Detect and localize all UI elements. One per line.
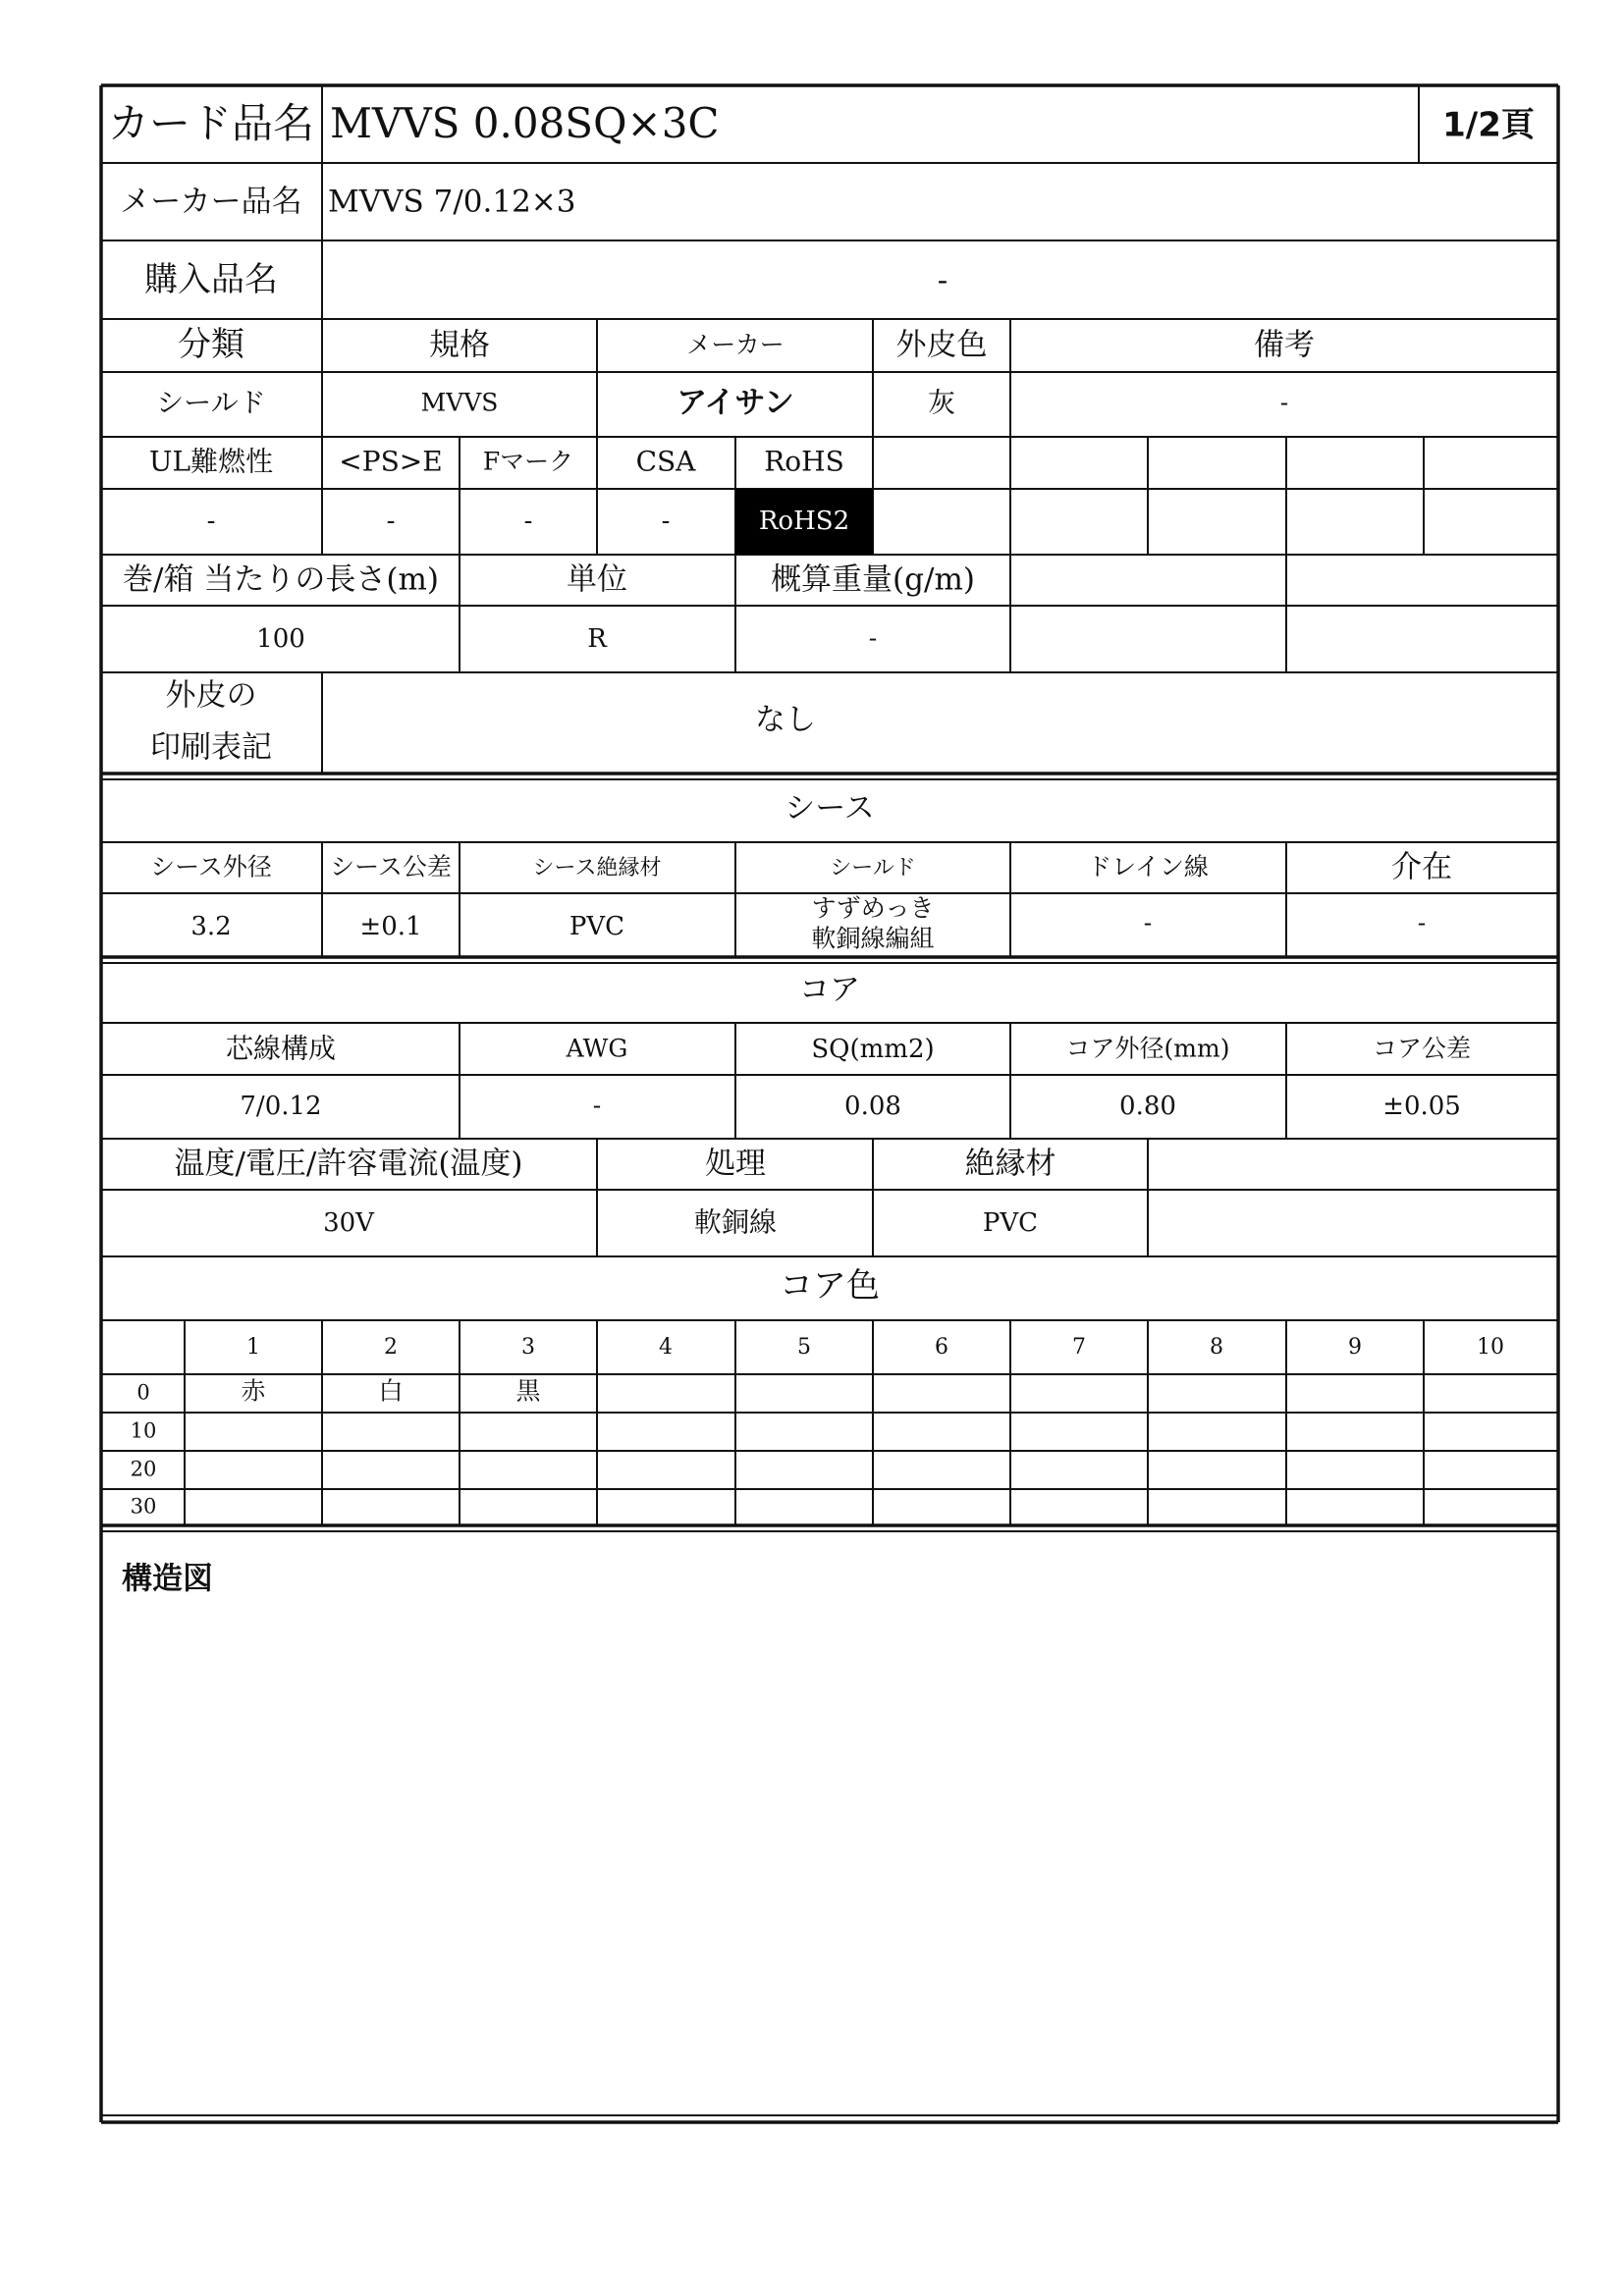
length-value: 100: [256, 624, 305, 654]
sheath-title: シース: [785, 790, 875, 827]
core-header-tolerance: コア公差: [1372, 1034, 1472, 1063]
weight-value: -: [868, 623, 878, 653]
core-color-cell-2: 白: [378, 1376, 404, 1406]
core-value-sq: 0.08: [844, 1092, 901, 1121]
sheath-header-drain: ドレイン線: [1087, 852, 1209, 881]
cert-value-pse: -: [386, 507, 396, 536]
core-color-cell-3: 黒: [515, 1376, 541, 1406]
sheath-header-od: シース外径: [150, 852, 272, 881]
sheath-value-filler: -: [1417, 908, 1427, 937]
card-name-value: MVVS 0.08SQ×3C: [330, 99, 720, 147]
class-value-maker: アイサン: [677, 385, 794, 421]
maker-name-value: MVVS 7/0.12×3: [328, 184, 576, 220]
class-header-maker: メーカー: [686, 330, 785, 359]
core-color-col-9: 9: [1348, 1335, 1362, 1360]
core-value-tolerance: ±0.05: [1382, 1092, 1461, 1121]
class-header-remarks: 備考: [1254, 327, 1315, 363]
sheath-value-insulation: PVC: [568, 912, 625, 941]
sheath-value-shield-line1: すずめっき: [811, 893, 935, 923]
core-value-insulation: PVC: [982, 1208, 1039, 1238]
cert-header-pse: <PS>E: [339, 445, 443, 478]
purchase-name-value: -: [937, 262, 948, 298]
core-header-treatment: 処理: [705, 1146, 766, 1182]
class-header-jacket-color: 外皮色: [895, 327, 988, 363]
sheath-value-od: 3.2: [190, 912, 232, 941]
core-color-col-2: 2: [384, 1335, 398, 1360]
core-color-row-10: 10: [130, 1418, 157, 1443]
print-value: なし: [755, 702, 816, 738]
sheath-header-insulation: シース絶縁材: [532, 856, 662, 881]
core-color-row-headers: [131, 1381, 157, 1519]
class-value-category: シールド: [156, 386, 266, 419]
core-color-col-6: 6: [935, 1335, 948, 1360]
core-color-col-10: 10: [1477, 1335, 1504, 1360]
structure-title: 構造図: [122, 1561, 213, 1597]
core-header-od: コア外径(mm): [1065, 1034, 1230, 1063]
class-value-standard: MVVS: [420, 388, 499, 417]
class-value-remarks: -: [1279, 388, 1289, 417]
weight-header: 概算重量(g/m): [771, 561, 975, 598]
core-color-row-20: 20: [130, 1457, 157, 1481]
print-label-line1: 外皮の: [165, 677, 257, 714]
sheath-value-shield-line2: 軟銅線編組: [811, 924, 935, 953]
cert-value-rohs: RoHS2: [758, 507, 850, 536]
core-color-col-7: 7: [1072, 1335, 1086, 1360]
core-header-construction: 芯線構成: [225, 1032, 337, 1065]
cert-header-fmark: Fマーク: [482, 447, 574, 476]
sheath-header-filler: 介在: [1391, 849, 1452, 885]
core-value-awg: -: [592, 1091, 602, 1120]
cert-value-fmark: -: [523, 507, 533, 536]
maker-name-label: メーカー品名: [120, 184, 302, 220]
cert-header-ul: UL難燃性: [148, 445, 274, 478]
sheath-header-tolerance: シース公差: [330, 852, 452, 881]
core-color-col-5: 5: [797, 1335, 811, 1360]
class-header-standard: 規格: [429, 327, 490, 363]
core-color-col-3: 3: [521, 1335, 535, 1360]
sheath-value-tolerance: ±0.1: [359, 912, 422, 941]
sheath-value-drain: -: [1143, 908, 1153, 937]
core-value-treatment: 軟銅線: [693, 1205, 778, 1239]
cert-value-ul: -: [206, 507, 216, 536]
core-color-col-1: 1: [246, 1335, 260, 1360]
print-label-line2: 印刷表記: [150, 729, 272, 766]
unit-value: R: [587, 624, 607, 654]
page-number: 1/2頁: [1442, 105, 1535, 145]
core-value-construction: 7/0.12: [240, 1092, 322, 1121]
core-color-col-4: 4: [659, 1335, 673, 1360]
card-name-label: カード品名: [108, 99, 315, 147]
core-color-row-0: 0: [136, 1380, 150, 1405]
core-color-cell-1: 赤: [241, 1376, 266, 1406]
core-header-rating: 温度/電圧/許容電流(温度): [174, 1146, 523, 1182]
core-color-row-0-cells: [241, 1377, 541, 1406]
core-title: コア: [799, 972, 860, 1008]
cert-value-csa: -: [661, 507, 671, 536]
core-color-row-30: 30: [130, 1494, 157, 1519]
core-color-title: コア色: [780, 1266, 880, 1306]
core-header-sq: SQ(mm2): [811, 1035, 935, 1064]
core-header-insulation: 絶縁材: [964, 1146, 1056, 1182]
purchase-name-label: 購入品名: [144, 260, 278, 299]
class-value-jacket-color: 灰: [927, 386, 956, 419]
sheath-header-shield: シールド: [830, 856, 916, 881]
class-header-category: 分類: [178, 325, 244, 364]
unit-header: 単位: [567, 561, 627, 598]
core-header-awg: AWG: [566, 1034, 628, 1063]
core-color-column-headers: [246, 1335, 1504, 1360]
core-value-rating: 30V: [323, 1208, 374, 1238]
cert-header-rohs: RoHS: [764, 445, 844, 478]
core-color-col-8: 8: [1210, 1335, 1223, 1360]
length-header: 巻/箱 当たりの長さ(m): [123, 561, 439, 598]
core-value-od: 0.80: [1119, 1092, 1176, 1121]
cert-header-csa: CSA: [635, 445, 696, 478]
